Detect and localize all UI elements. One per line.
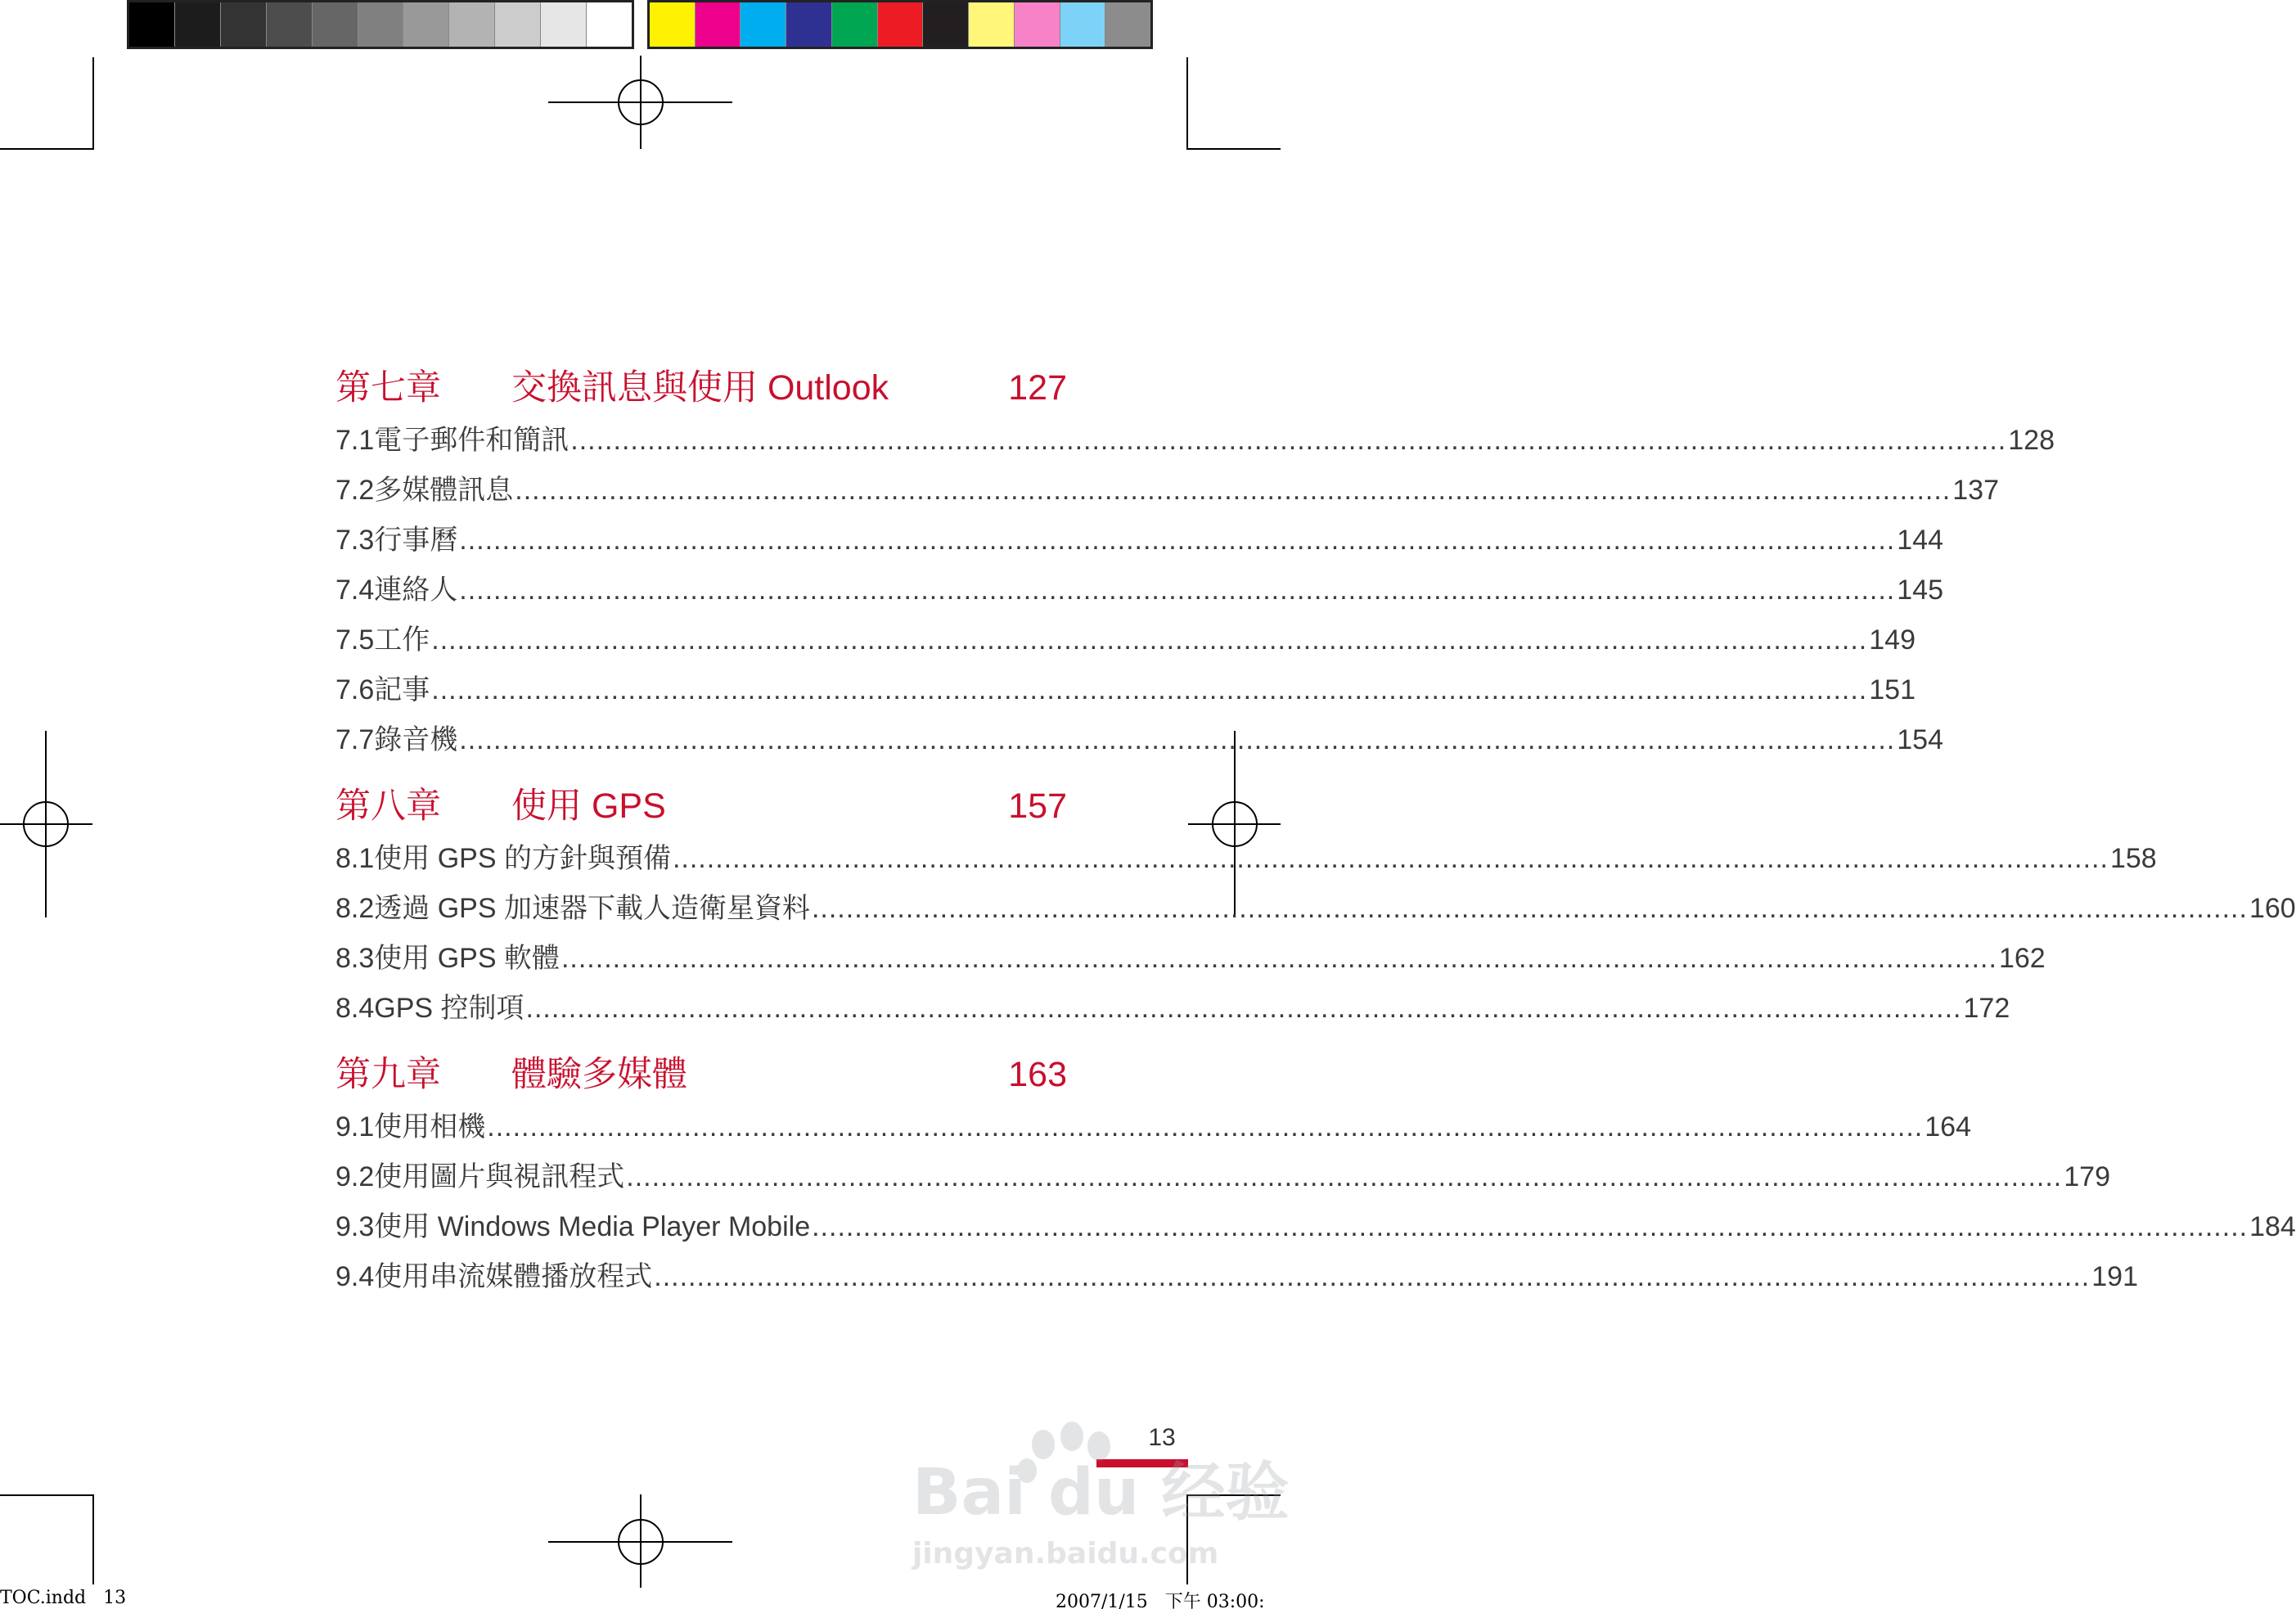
- entry-page: 160: [2249, 893, 2296, 924]
- color-swatch: [1015, 2, 1060, 47]
- watermark-url: jingyan.baidu.com: [912, 1537, 1219, 1571]
- gray-swatch: [358, 2, 404, 47]
- toc-entry[interactable]: [335, 517, 1943, 567]
- toc-entry[interactable]: [335, 1204, 2296, 1254]
- entry-page: 179: [2064, 1161, 2110, 1192]
- entry-title: 使用相機: [374, 1111, 486, 1143]
- chapter-title: 交換訊息與使用 Outlook: [511, 368, 889, 408]
- entry-number: 8.2: [335, 893, 375, 924]
- entry-number: 7.6: [335, 674, 375, 705]
- color-swatch: [696, 2, 741, 47]
- chapter-number: 第八章: [335, 786, 441, 826]
- entry-number: 7.2: [335, 475, 375, 506]
- entry-title: 使用 GPS 軟體: [374, 943, 560, 974]
- entry-number: 8.4: [335, 993, 375, 1024]
- entry-number: 7.5: [335, 624, 375, 656]
- crop-mark: [1186, 57, 1188, 150]
- entry-number: 9.2: [335, 1161, 375, 1192]
- dot-leader: [459, 575, 1895, 606]
- entry-title: GPS 控制項: [374, 993, 524, 1024]
- toc-entry[interactable]: [335, 617, 1916, 667]
- entry-title: 記事: [374, 674, 430, 705]
- entry-number: 7.4: [335, 575, 375, 606]
- dot-leader: [526, 993, 1962, 1025]
- section-gap: [335, 1035, 1067, 1047]
- chapter-heading[interactable]: [335, 1047, 1067, 1104]
- toc-entry[interactable]: [335, 717, 1943, 767]
- color-swatch: [650, 2, 696, 47]
- entry-page: 162: [1998, 943, 2046, 974]
- registration-mark-circle: [618, 79, 664, 125]
- toc-entry[interactable]: [335, 935, 2046, 985]
- entry-page: 172: [1963, 993, 2010, 1024]
- entry-page: 184: [2249, 1211, 2296, 1242]
- chapter-page: 157: [1008, 786, 1067, 826]
- entry-title: 連絡人: [374, 575, 458, 606]
- entry-title: 透過 GPS 加速器下載人造衛星資料: [374, 893, 810, 924]
- gray-swatch: [403, 2, 449, 47]
- entry-number: 7.7: [335, 724, 375, 755]
- color-swatch: [878, 2, 924, 47]
- crop-mark: [92, 1494, 94, 1584]
- color-swatch: [1105, 2, 1150, 47]
- dot-leader: [487, 1111, 1923, 1143]
- chapter-heading[interactable]: [335, 778, 1067, 836]
- color-swatch: [786, 2, 832, 47]
- registration-mark-circle: [618, 1519, 664, 1565]
- entry-page: 154: [1897, 724, 1943, 755]
- gray-swatch: [129, 2, 175, 47]
- entry-page: 145: [1897, 575, 1943, 606]
- entry-number: 9.4: [335, 1261, 375, 1292]
- crop-mark: [0, 148, 94, 150]
- toc-entry[interactable]: [335, 1254, 2138, 1304]
- registration-mark-circle: [1212, 801, 1258, 847]
- toc-entry[interactable]: [335, 1154, 2110, 1204]
- toc-entry[interactable]: [335, 836, 2157, 886]
- entry-number: 7.3: [335, 525, 375, 556]
- entry-number: 9.1: [335, 1111, 375, 1143]
- color-swatch: [923, 2, 969, 47]
- toc-entry[interactable]: [335, 985, 2010, 1035]
- entry-number: 8.1: [335, 843, 375, 874]
- entry-page: 191: [2091, 1261, 2138, 1292]
- dot-leader: [812, 893, 2248, 925]
- toc-entry[interactable]: [335, 886, 2296, 935]
- section-gap: [335, 767, 1067, 778]
- chapter-number: 第九章: [335, 1055, 441, 1094]
- slug-timestamp: 2007/1/15 下午 03:00:: [1056, 1592, 1265, 1612]
- color-swatch: [832, 2, 878, 47]
- dot-leader: [626, 1161, 2062, 1193]
- color-swatch: [741, 2, 786, 47]
- dot-leader: [431, 674, 1867, 706]
- entry-title: 使用串流媒體播放程式: [374, 1261, 653, 1292]
- gray-swatch: [313, 2, 358, 47]
- entry-page: 164: [1925, 1111, 1971, 1143]
- chapter-number: 第七章: [335, 368, 441, 408]
- entry-page: 144: [1897, 525, 1943, 556]
- baidu-jingyan-watermark: [912, 1412, 1290, 1575]
- entry-title: 使用 Windows Media Player Mobile: [374, 1211, 811, 1242]
- entry-title: 行事曆: [374, 525, 458, 556]
- chapter-page: 127: [1008, 368, 1067, 408]
- toc-entry[interactable]: [335, 567, 1943, 617]
- gray-swatch: [221, 2, 267, 47]
- entry-number: 8.3: [335, 943, 375, 974]
- color-swatch: [969, 2, 1015, 47]
- entry-title: 電子郵件和簡訊: [374, 425, 569, 456]
- entry-title: 工作: [374, 624, 430, 656]
- dot-leader: [561, 943, 1997, 975]
- process-color-bar: [647, 0, 1153, 49]
- gray-swatch: [495, 2, 541, 47]
- dot-leader: [673, 843, 2109, 875]
- chapter-heading[interactable]: [335, 360, 1067, 417]
- entry-title: 錄音機: [374, 724, 458, 755]
- table-of-contents: [335, 360, 2296, 1304]
- page-number: 13: [1148, 1424, 1176, 1451]
- toc-entry[interactable]: [335, 417, 2055, 467]
- color-swatch: [1060, 2, 1106, 47]
- crop-mark: [92, 57, 94, 150]
- entry-title: 使用 GPS 的方針與預備: [374, 843, 671, 874]
- entry-title: 多媒體訊息: [374, 475, 514, 506]
- dot-leader: [431, 624, 1867, 656]
- dot-leader: [459, 525, 1895, 557]
- dot-leader: [654, 1261, 2090, 1293]
- gray-swatch: [541, 2, 587, 47]
- entry-title: 使用圖片與視訊程式: [374, 1161, 625, 1192]
- crop-mark: [0, 1494, 94, 1496]
- chapter-page: 163: [1008, 1055, 1067, 1094]
- entry-page: 151: [1869, 674, 1916, 705]
- chapter-title: 體驗多媒體: [511, 1055, 687, 1094]
- entry-page: 137: [1952, 475, 1999, 506]
- dot-leader: [570, 425, 2006, 457]
- entry-number: 9.3: [335, 1211, 375, 1242]
- toc-entry[interactable]: [335, 467, 1999, 517]
- grayscale-color-bar: [127, 0, 634, 49]
- entry-page: 158: [2109, 843, 2157, 874]
- gray-swatch: [587, 2, 632, 47]
- gray-swatch: [175, 2, 221, 47]
- registration-mark-circle: [23, 801, 69, 847]
- watermark-brand: Bai du 经验: [912, 1456, 1290, 1530]
- chapter-title: 使用 GPS: [511, 786, 666, 826]
- entry-page: 128: [2008, 425, 2055, 456]
- crop-mark: [1186, 148, 1281, 150]
- entry-page: 149: [1869, 624, 1916, 656]
- toc-entry[interactable]: [335, 667, 1916, 717]
- slug-filename: TOC.indd 13: [0, 1588, 127, 1608]
- dot-leader: [812, 1211, 2248, 1243]
- dot-leader: [515, 475, 1951, 507]
- toc-entry[interactable]: [335, 1104, 1971, 1154]
- gray-swatch: [449, 2, 495, 47]
- gray-swatch: [267, 2, 313, 47]
- dot-leader: [459, 724, 1895, 756]
- entry-number: 7.1: [335, 425, 375, 456]
